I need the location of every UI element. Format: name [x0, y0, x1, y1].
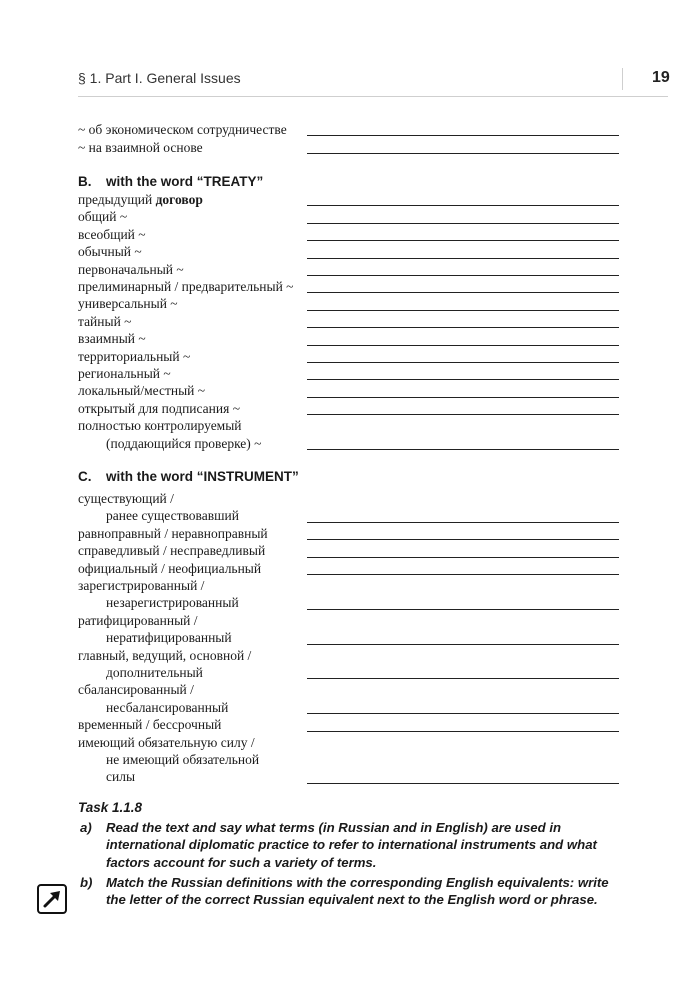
- answer-line[interactable]: [307, 449, 619, 450]
- row-label: временный / бессрочный: [78, 717, 222, 733]
- treaty-row: [78, 261, 623, 278]
- running-header: § 1. Part I. General Issues: [78, 70, 241, 86]
- section-letter: C.: [78, 469, 92, 484]
- answer-line[interactable]: [307, 135, 619, 136]
- answer-line[interactable]: [307, 258, 619, 259]
- instrument-row: [78, 594, 623, 611]
- section-title: with the word “TREATY”: [106, 174, 264, 189]
- answer-line[interactable]: [307, 539, 619, 540]
- instrument-row: [78, 664, 623, 681]
- treaty-row: [78, 278, 623, 295]
- treaty-row: [78, 417, 623, 434]
- row-label: ~ об экономическом сотрудничестве: [78, 122, 287, 137]
- row-label: всеобщий ~: [78, 226, 146, 242]
- section-letter: B.: [78, 174, 92, 189]
- treaty-row: [78, 243, 623, 260]
- answer-line[interactable]: [307, 522, 619, 523]
- row-label: территориальный ~: [78, 348, 191, 364]
- row-label: (поддающийся проверке) ~: [106, 435, 262, 451]
- instrument-row: [78, 768, 623, 785]
- answer-line[interactable]: [307, 345, 619, 346]
- header-separator: [622, 68, 623, 90]
- row-label: зарегистрированный /: [78, 578, 205, 593]
- row-label: официальный / неофициальный: [78, 560, 262, 576]
- instrument-row: [78, 577, 623, 594]
- row-label: [78, 191, 203, 208]
- answer-line[interactable]: [307, 327, 619, 328]
- answer-line[interactable]: [307, 557, 619, 558]
- answer-line[interactable]: [307, 205, 619, 206]
- task-item-b: [78, 874, 618, 909]
- task-item-text: Read the text and say what terms (in Russian and in English) are used in international diplomatic practice to refer to international instruments and what factors account for such a variety of terms.: [106, 820, 597, 870]
- row-label: общий ~: [78, 209, 128, 225]
- row-label: полностью контролируемый: [78, 418, 242, 434]
- row-label: несбалансированный: [106, 699, 229, 715]
- intro-row: [78, 121, 623, 138]
- row-label: не имеющий обязательной: [106, 752, 260, 767]
- instrument-row: [78, 681, 623, 698]
- page-number: 19: [652, 69, 670, 86]
- row-label: нератифицированный: [106, 630, 232, 646]
- treaty-row: [78, 208, 623, 225]
- row-label: ратифицированный /: [78, 612, 198, 628]
- header-divider: [78, 96, 668, 97]
- section-c-heading: [78, 469, 299, 484]
- task-item-letter: a): [80, 820, 92, 835]
- instrument-row: [78, 525, 623, 542]
- instrument-row: [78, 490, 623, 507]
- treaty-row: [78, 435, 623, 452]
- instrument-row: [78, 560, 623, 577]
- row-label-keyword: договор: [155, 192, 203, 207]
- answer-line[interactable]: [307, 644, 619, 645]
- answer-line[interactable]: [307, 310, 619, 311]
- intro-row: [78, 139, 623, 156]
- task-title: Task 1.1.8: [78, 800, 143, 815]
- answer-line[interactable]: [307, 731, 619, 732]
- treaty-row: [78, 400, 623, 417]
- row-label: прелиминарный / предварительный ~: [78, 279, 294, 294]
- row-label: локальный/местный ~: [78, 383, 206, 399]
- row-label: открытый для подписания ~: [78, 400, 240, 416]
- row-label: взаимный ~: [78, 331, 146, 347]
- section-b-heading: [78, 174, 263, 189]
- instrument-row: [78, 716, 623, 733]
- row-label: ~ на взаимной основе: [78, 140, 203, 155]
- treaty-row: [78, 191, 623, 208]
- task-item-letter: b): [80, 875, 93, 890]
- instrument-row: [78, 734, 623, 751]
- answer-line[interactable]: [307, 574, 619, 575]
- instrument-row: [78, 542, 623, 559]
- row-label: равноправный / неравноправный: [78, 525, 268, 541]
- instrument-row: [78, 629, 623, 646]
- instrument-row: [78, 699, 623, 716]
- row-label: ранее существовавший: [106, 508, 239, 524]
- treaty-row: [78, 348, 623, 365]
- instrument-row: [78, 507, 623, 524]
- treaty-row: [78, 365, 623, 382]
- arrow-up-right-icon: [37, 884, 67, 914]
- answer-line[interactable]: [307, 379, 619, 380]
- answer-line[interactable]: [307, 713, 619, 714]
- treaty-row: [78, 330, 623, 347]
- treaty-row: [78, 313, 623, 330]
- answer-line[interactable]: [307, 362, 619, 363]
- answer-line[interactable]: [307, 223, 619, 224]
- row-label: главный, ведущий, основной /: [78, 647, 252, 663]
- row-label: справедливый / несправедливый: [78, 543, 266, 559]
- treaty-row: [78, 295, 623, 312]
- row-label: тайный ~: [78, 313, 132, 329]
- row-label: региональный ~: [78, 366, 171, 381]
- row-label: имеющий обязательную силу /: [78, 734, 255, 750]
- section-title: with the word “INSTRUMENT”: [106, 469, 299, 484]
- answer-line[interactable]: [307, 678, 619, 679]
- task-item-a: [78, 819, 618, 871]
- instrument-row: [78, 647, 623, 664]
- instrument-row: [78, 612, 623, 629]
- row-label-prefix: предыдущий: [78, 192, 156, 207]
- instrument-row: [78, 751, 623, 768]
- answer-line[interactable]: [307, 292, 619, 293]
- answer-line[interactable]: [307, 414, 619, 415]
- task-item-text: Match the Russian definitions with the corresponding English equivalents: write the letter of the correct Russian equivalent next to the English word or phrase.: [106, 875, 609, 908]
- row-label: дополнительный: [106, 665, 203, 680]
- answer-line[interactable]: [307, 609, 619, 610]
- treaty-row: [78, 382, 623, 399]
- row-label: существующий /: [78, 491, 174, 506]
- answer-line[interactable]: [307, 783, 619, 784]
- row-label: первоначальный ~: [78, 261, 184, 277]
- row-label: обычный ~: [78, 244, 142, 260]
- treaty-row: [78, 226, 623, 243]
- row-label: универсальный ~: [78, 296, 178, 312]
- answer-line[interactable]: [307, 153, 619, 154]
- answer-line[interactable]: [307, 275, 619, 276]
- row-label: незарегистрированный: [106, 595, 239, 611]
- row-label: сбалансированный /: [78, 682, 194, 698]
- row-label: силы: [106, 769, 136, 785]
- answer-line[interactable]: [307, 397, 619, 398]
- answer-line[interactable]: [307, 240, 619, 241]
